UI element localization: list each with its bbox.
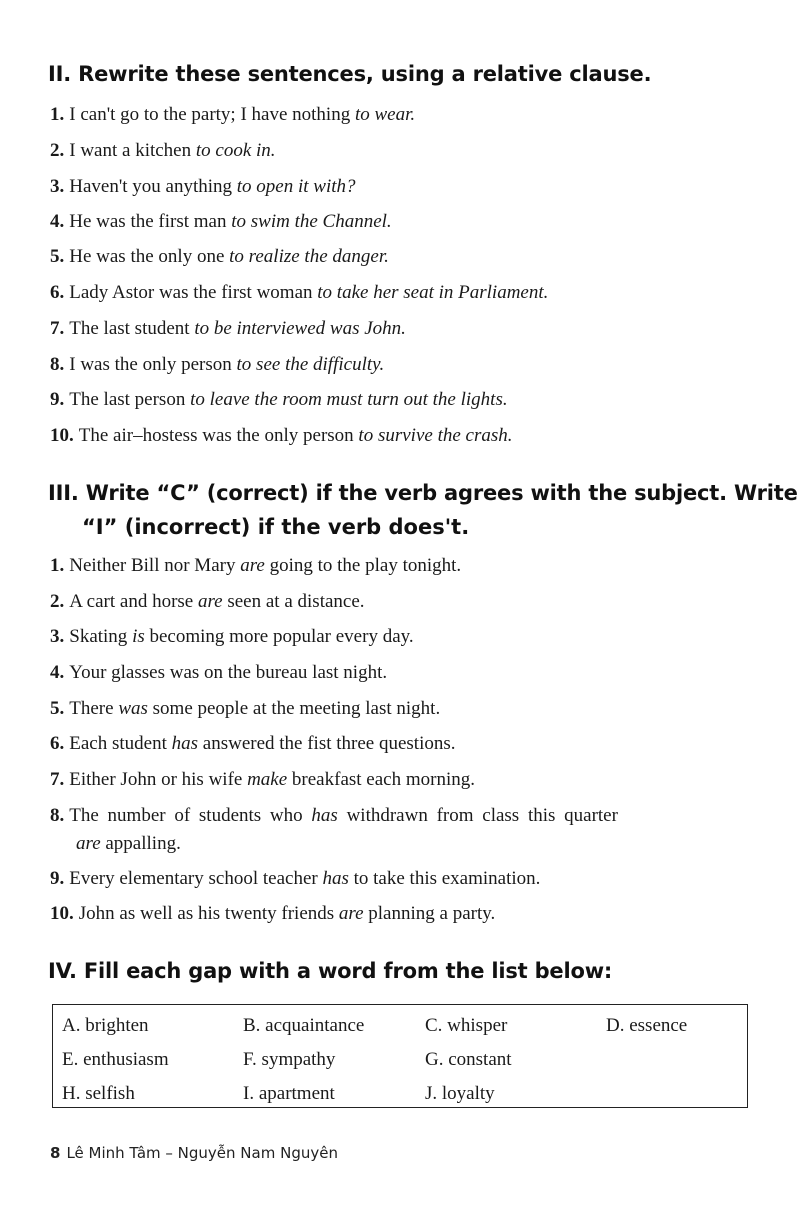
section-4-number: IV. xyxy=(48,959,77,983)
s2-item-5 xyxy=(50,246,750,268)
item-number: 6. xyxy=(50,282,65,303)
item-text: Your glasses was on the bureau last night. xyxy=(69,662,388,683)
item-verb: are xyxy=(197,591,223,612)
word-option: E. enthusiasm xyxy=(62,1049,169,1070)
item-number: 6. xyxy=(50,733,65,754)
item-verb: are xyxy=(338,903,364,924)
section-2-heading xyxy=(48,62,651,86)
item-italic: to survive the crash. xyxy=(358,425,513,446)
item-number: 7. xyxy=(50,318,65,339)
s3-item-1 xyxy=(50,555,750,577)
item-verb: has xyxy=(322,868,349,889)
item-text: The air–hostess was the only person xyxy=(78,425,359,446)
item-number: 8. xyxy=(50,805,65,826)
item-verb: has xyxy=(171,733,199,754)
word-option: D. essence xyxy=(606,1015,688,1036)
item-verb: was xyxy=(118,698,148,719)
item-number: 10. xyxy=(50,903,74,924)
s3-item-5 xyxy=(50,698,750,720)
s2-item-3 xyxy=(50,176,750,198)
word-option: H. selfish xyxy=(62,1083,135,1104)
item-text: Either John or his wife xyxy=(69,769,248,790)
item-number: 9. xyxy=(50,868,65,889)
item-text: I can't go to the party; I have nothing xyxy=(69,104,355,125)
s3-item-9 xyxy=(50,868,750,890)
s3-item-7 xyxy=(50,769,750,791)
item-text-after: some people at the meeting last night. xyxy=(147,698,441,719)
section-2-title: Rewrite these sentences, using a relative clause. xyxy=(78,62,652,86)
s2-item-2 xyxy=(50,140,750,162)
section-4-heading xyxy=(48,959,612,983)
item-text: He was the first man xyxy=(69,211,232,232)
s2-item-10 xyxy=(50,425,750,447)
item-text: He was the only one xyxy=(69,246,230,267)
item-number: 3. xyxy=(50,176,65,197)
item-text-after: going to the play tonight. xyxy=(264,555,462,576)
item-text: The last student xyxy=(69,318,195,339)
item-italic: to cook in. xyxy=(195,140,276,161)
item-italic: to open it with? xyxy=(236,176,356,197)
item-text: There xyxy=(69,698,119,719)
s3-item-10 xyxy=(50,903,750,925)
word-option: I. apartment xyxy=(243,1083,335,1104)
word-option: C. whisper xyxy=(425,1015,508,1036)
item-italic: to swim the Channel. xyxy=(231,211,392,232)
item-verb: are xyxy=(240,555,265,576)
item-text: A cart and horse xyxy=(69,591,198,612)
item-italic: to take her seat in Parliament. xyxy=(317,282,549,303)
item-number: 7. xyxy=(50,769,65,790)
section-2-number: II. xyxy=(48,62,72,86)
item-verb: make xyxy=(247,769,288,790)
item-text: Neither Bill nor Mary xyxy=(69,555,241,576)
section-4-title: Fill each gap with a word from the list below: xyxy=(83,959,613,983)
item-number: 4. xyxy=(50,662,65,683)
section-3-title-line2: “I” (incorrect) if the verb does't. xyxy=(82,515,470,539)
item-text: I want a kitchen xyxy=(69,140,196,161)
s2-item-6 xyxy=(50,282,750,304)
section-3-heading xyxy=(48,481,798,505)
page-footer xyxy=(50,1144,338,1162)
word-option: A. brighten xyxy=(62,1015,149,1036)
item-text: Lady Astor was the first woman xyxy=(69,282,318,303)
item-italic: to wear. xyxy=(354,104,416,125)
item-text-after: breakfast each morning. xyxy=(287,769,475,790)
item-verb: are xyxy=(76,833,101,854)
item-italic: to be interviewed was John. xyxy=(194,318,406,339)
item-verb: has xyxy=(311,805,338,826)
section-3-number: III. xyxy=(48,481,79,505)
s2-item-8 xyxy=(50,354,750,376)
item-number: 10. xyxy=(50,425,74,446)
word-option: J. loyalty xyxy=(425,1083,495,1104)
item-text: I was the only person xyxy=(69,354,237,375)
s3-item-8 xyxy=(50,805,750,854)
page-number: 8 xyxy=(50,1144,61,1162)
item-text-after: withdrawn from class this quarter xyxy=(337,805,618,826)
item-number: 1. xyxy=(50,104,65,125)
s3-item-2 xyxy=(50,591,750,613)
section-3-title-line1: Write “C” (correct) if the verb agrees with the subject. Write xyxy=(85,481,798,505)
s2-item-7 xyxy=(50,318,750,340)
item-text-after: seen at a distance. xyxy=(222,591,365,612)
item-number: 2. xyxy=(50,591,65,612)
item-italic: to see the difficulty. xyxy=(236,354,385,375)
word-option: G. constant xyxy=(425,1049,512,1070)
s2-item-4 xyxy=(50,211,750,233)
item-text: John as well as his twenty friends xyxy=(78,903,339,924)
item-text: The last person xyxy=(69,389,191,410)
item-number: 5. xyxy=(50,698,65,719)
item-text: Every elementary school teacher xyxy=(69,868,323,889)
s3-item-8-continuation xyxy=(76,833,181,855)
item-number: 1. xyxy=(50,555,65,576)
item-text-after: to take this examination. xyxy=(348,868,541,889)
item-text-after: answered the fist three questions. xyxy=(198,733,456,754)
item-italic: to realize the danger. xyxy=(229,246,389,267)
item-text: The number of students who xyxy=(69,805,312,826)
item-number: 2. xyxy=(50,140,65,161)
item-text: Skating xyxy=(69,626,133,647)
s2-item-9 xyxy=(50,389,750,411)
item-text-after: planning a party. xyxy=(363,903,496,924)
item-verb: is xyxy=(132,626,145,647)
s3-item-4 xyxy=(50,662,750,684)
word-option: B. acquaintance xyxy=(243,1015,365,1036)
item-number: 5. xyxy=(50,246,65,267)
word-option: F. sympathy xyxy=(243,1049,336,1070)
item-text: Each student xyxy=(69,733,172,754)
item-text-after: becoming more popular every day. xyxy=(144,626,414,647)
item-number: 9. xyxy=(50,389,65,410)
item-number: 8. xyxy=(50,354,65,375)
item-number: 3. xyxy=(50,626,65,647)
item-italic: to leave the room must turn out the lights. xyxy=(190,389,508,410)
item-number: 4. xyxy=(50,211,65,232)
s2-item-1 xyxy=(50,104,750,126)
footer-authors: Lê Minh Tâm – Nguyễn Nam Nguyên xyxy=(66,1144,338,1162)
s3-item-6 xyxy=(50,733,750,755)
item-text-after: appalling. xyxy=(100,833,181,854)
s3-item-3 xyxy=(50,626,750,648)
word-list-box xyxy=(52,1004,748,1108)
item-text: Haven't you anything xyxy=(69,176,237,197)
